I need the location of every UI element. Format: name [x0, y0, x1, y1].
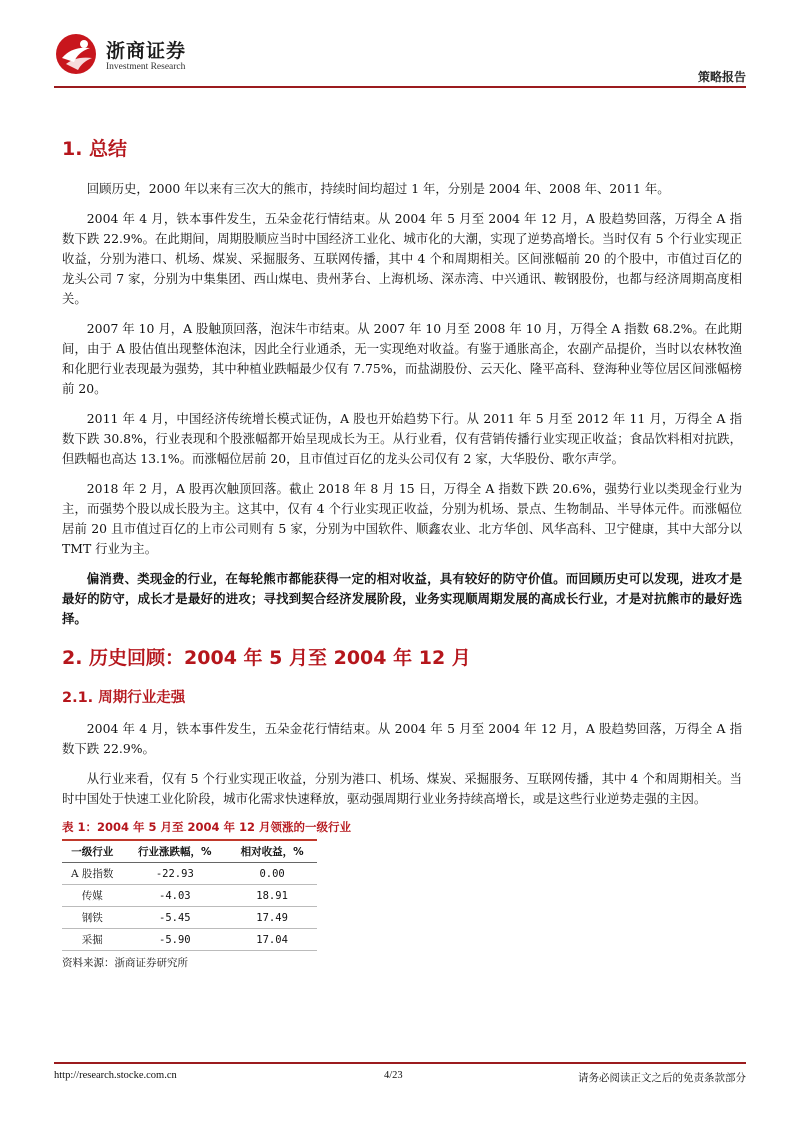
table-title: 表 1：2004 年 5 月至 2004 年 12 月领涨的一级行业 — [62, 820, 352, 834]
table-cell: 传媒 — [62, 885, 122, 907]
table-row — [62, 929, 317, 951]
table-header-row — [62, 841, 317, 863]
section-2-1-title: 2.1. 周期行业走强 — [62, 690, 186, 706]
table-cell: -4.03 — [122, 885, 227, 907]
section-1-title: 1. 总结 — [62, 138, 128, 160]
document-body — [62, 134, 742, 970]
paragraph: 从行业来看，仅有 5 个行业实现正收益，分别为港口、机场、煤炭、采掘服务、互联网传播，其中 4 个和周期相关。当时中国处于快速工业化阶段，城市化需求快速释放，驱动强周期行业业务持续高增长，或是这些行业逆势走强的主因。 — [62, 771, 742, 806]
page-header — [54, 30, 746, 82]
page-number: 4/23 — [384, 1070, 403, 1081]
report-type-label: 策略报告 — [697, 70, 746, 84]
industry-table — [62, 841, 317, 951]
table-row — [62, 885, 317, 907]
paragraph: 2004 年 4 月，铁本事件发生，五朵金花行情结束。从 2004 年 5 月至 2004 年 12 月，A 股趋势回落，万得全 A 指数下跌 22.9%。 — [62, 721, 742, 756]
table-row — [62, 907, 317, 929]
paragraph: 2011 年 4 月，中国经济传统增长模式证伪，A 股也开始趋势下行。从 2011 年 5 月至 2012 年 11 月，万得全 A 指数下跌 30.8%，行业表现和个股涨幅都开始呈现成长为王。从行业看，仅有营销传播行业实现正收益；食品饮料相对抗跌，但跌幅也高达 13.1%。而涨幅位居前 20，且市值过百亿的龙头公司仅有 2 家，大华股份、歌尔声学。 — [62, 411, 742, 466]
logo-chinese-name: 浙商证券 — [106, 40, 187, 62]
paragraph: 2004 年 4 月，铁本事件发生，五朵金花行情结束。从 2004 年 5 月至 2004 年 12 月，A 股趋势回落，万得全 A 指数下跌 22.9%。在此期间，周期股顺应当时中国经济工业化、城市化的大潮，实现了逆势高增长。当时仅有 5 个行业实现正收益，分别为港口、机场、煤炭、采掘服务、互联网传播，其中 4 个和周期相关。区间涨幅前 20 的个股中，市值过百亿的龙头公司 7 家，分别为中集集团、西山煤电、贵州茅台、上海机场、深赤湾、中兴通讯、鞍钢股份，也都与经济周期高度相关。 — [62, 211, 742, 306]
section-2-title: 2. 历史回顾：2004 年 5 月至 2004 年 12 月 — [62, 647, 471, 669]
paragraph: 回顾历史，2000 年以来有三次大的熊市，持续时间均超过 1 年，分别是 2004 年、2008 年、2011 年。 — [86, 181, 670, 196]
footer-divider — [54, 1062, 746, 1064]
table-cell: 17.04 — [227, 929, 317, 951]
disclaimer-note: 请务必阅读正文之后的免责条款部分 — [578, 1072, 746, 1084]
paragraph: 2007 年 10 月，A 股触顶回落，泡沫牛市结束。从 2007 年 10 月至 2008 年 10 月，万得全 A 指数 68.2%。在此期间，由于 A 股估值出现整体泡沫，因此全行业通杀，无一实现绝对收益。有鉴于通胀高企，农副产品提价，当时以农林牧渔和化肥行业表现最为强势，其中种植业跌幅最少仅有 7.75%，而盐湖股份、云天化、隆平高科、登海种业等位居区间涨幅榜前 20。 — [62, 321, 742, 396]
table-cell: -5.90 — [122, 929, 227, 951]
header-divider — [54, 86, 746, 88]
table-cell: -5.45 — [122, 907, 227, 929]
summary-conclusion: 偏消费、类现金的行业，在每轮熊市都能获得一定的相对收益，具有较好的防守价值。而回顾历史可以发现，进攻才是最好的防守，成长才是最好的进攻；寻找到契合经济发展阶段，业务实现顺周期发展的高成长行业，才是对抗熊市的最好选择。 — [62, 571, 742, 626]
table-row — [62, 863, 317, 885]
table-cell: 钢铁 — [62, 907, 122, 929]
paragraph: 2018 年 2 月，A 股再次触顶回落。截止 2018 年 8 月 15 日，万得全 A 指数下跌 20.6%，强势行业以类现金行业为主，而强势个股以成长股为主。这其中，仅有 4 个行业实现正收益，分别为机场、景点、生物制品、半导体元件。而涨幅位居前 20 且市值过百亿的上市公司则有 5 家，分别为中国软件、顺鑫农业、北方华创、风华高科、卫宁健康，其中大部分以 TMT 行业为主。 — [62, 481, 742, 556]
column-header: 相对收益，% — [227, 841, 317, 863]
table-cell: 17.49 — [227, 907, 317, 929]
table-cell: 采掘 — [62, 929, 122, 951]
logo-english-name: Investment Research — [106, 62, 186, 72]
table-source: 资料来源：浙商证券研究所 — [62, 957, 188, 969]
column-header: 一级行业 — [62, 841, 122, 863]
zheshang-logo-icon — [54, 32, 100, 76]
table-cell: A 股指数 — [62, 863, 122, 885]
table-cell: 0.00 — [227, 863, 317, 885]
table-cell: 18.91 — [227, 885, 317, 907]
column-header: 行业涨跌幅，% — [122, 841, 227, 863]
footer-url-link[interactable]: http://research.stocke.com.cn — [54, 1070, 177, 1081]
table-cell: -22.93 — [122, 863, 227, 885]
